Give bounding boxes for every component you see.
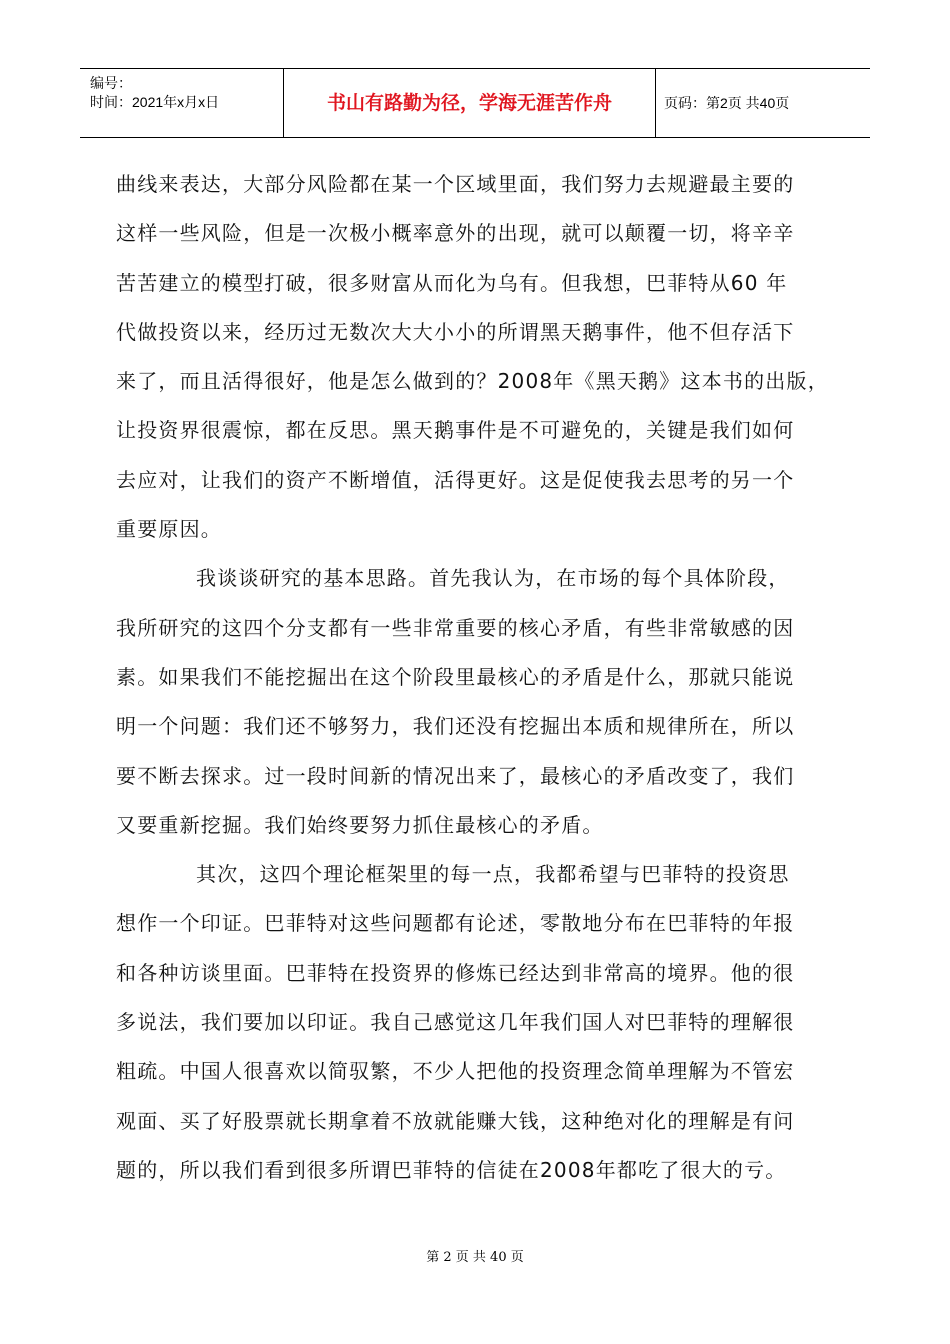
document-time-label: 时间：2021年x月x日 xyxy=(90,94,220,110)
header-motto: 书山有路勤为径，学海无涯苦作舟 xyxy=(284,69,656,137)
page-footer: 第 2 页 共 40 页 xyxy=(426,1250,524,1265)
text-line: 我所研究的这四个分支都有一些非常重要的核心矛盾，有些非常敏感的因 xyxy=(116,615,795,640)
text-line: 题的，所以我们看到很多所谓巴菲特的信徒在2008年都吃了很大的亏。 xyxy=(116,1157,787,1182)
text-line: 多说法，我们要加以印证。我自己感觉这几年我们国人对巴菲特的理解很 xyxy=(116,1010,795,1035)
text-line: 明一个问题：我们还不够努力，我们还没有挖掘出本质和规律所在，所以 xyxy=(116,714,795,739)
header-meta-cell xyxy=(80,69,284,137)
text-line: 和各种访谈里面。巴菲特在投资界的修炼已经达到非常高的境界。他的很 xyxy=(116,960,795,985)
paragraph-start-line: 其次，这四个理论框架里的每一点，我都希望与巴菲特的投资思 xyxy=(196,862,790,887)
body-text xyxy=(116,160,836,1195)
text-line: 又要重新挖掘。我们始终要努力抓住最核心的矛盾。 xyxy=(116,812,604,837)
text-line: 想作一个印证。巴菲特对这些问题都有论述，零散地分布在巴菲特的年报 xyxy=(116,911,795,936)
text-line: 去应对，让我们的资产不断增值，活得更好。这是促使我去思考的另一个 xyxy=(116,467,795,492)
header-page-info: 页码：第2页 共40页 xyxy=(664,95,790,111)
text-line: 这样一些风险，但是一次极小概率意外的出现，就可以颠覆一切，将辛辛 xyxy=(116,221,795,246)
paragraph-start-line: 我谈谈研究的基本思路。首先我认为，在市场的每个具体阶段， xyxy=(196,566,790,591)
text-line: 素。如果我们不能挖掘出在这个阶段里最核心的矛盾是什么，那就只能说 xyxy=(116,664,795,689)
text-line: 重要原因。 xyxy=(116,517,222,542)
text-line: 要不断去探求。过一段时间新的情况出来了，最核心的矛盾改变了，我们 xyxy=(116,763,795,788)
document-number-label: 编号： xyxy=(90,75,132,91)
text-line: 代做投资以来，经历过无数次大大小小的所谓黑天鹅事件，他不但存活下 xyxy=(116,319,795,344)
text-line: 粗疏。中国人很喜欢以简驭繁，不少人把他的投资理念简单理解为不管宏 xyxy=(116,1059,795,1084)
text-line: 苦苦建立的模型打破，很多财富从而化为乌有。但我想，巴菲特从60 年 xyxy=(116,270,788,295)
text-line: 让投资界很震惊，都在反思。黑天鹅事件是不可避免的，关键是我们如何 xyxy=(116,418,795,443)
text-line: 观面、买了好股票就长期拿着不放就能赚大钱，这种绝对化的理解是有问 xyxy=(116,1108,795,1133)
text-line: 曲线来表达，大部分风险都在某一个区域里面，我们努力去规避最主要的 xyxy=(116,172,795,196)
page-header xyxy=(80,68,870,138)
text-line: 来了，而且活得很好，他是怎么做到的？2008年《黑天鹅》这本书的出版， xyxy=(116,369,829,394)
